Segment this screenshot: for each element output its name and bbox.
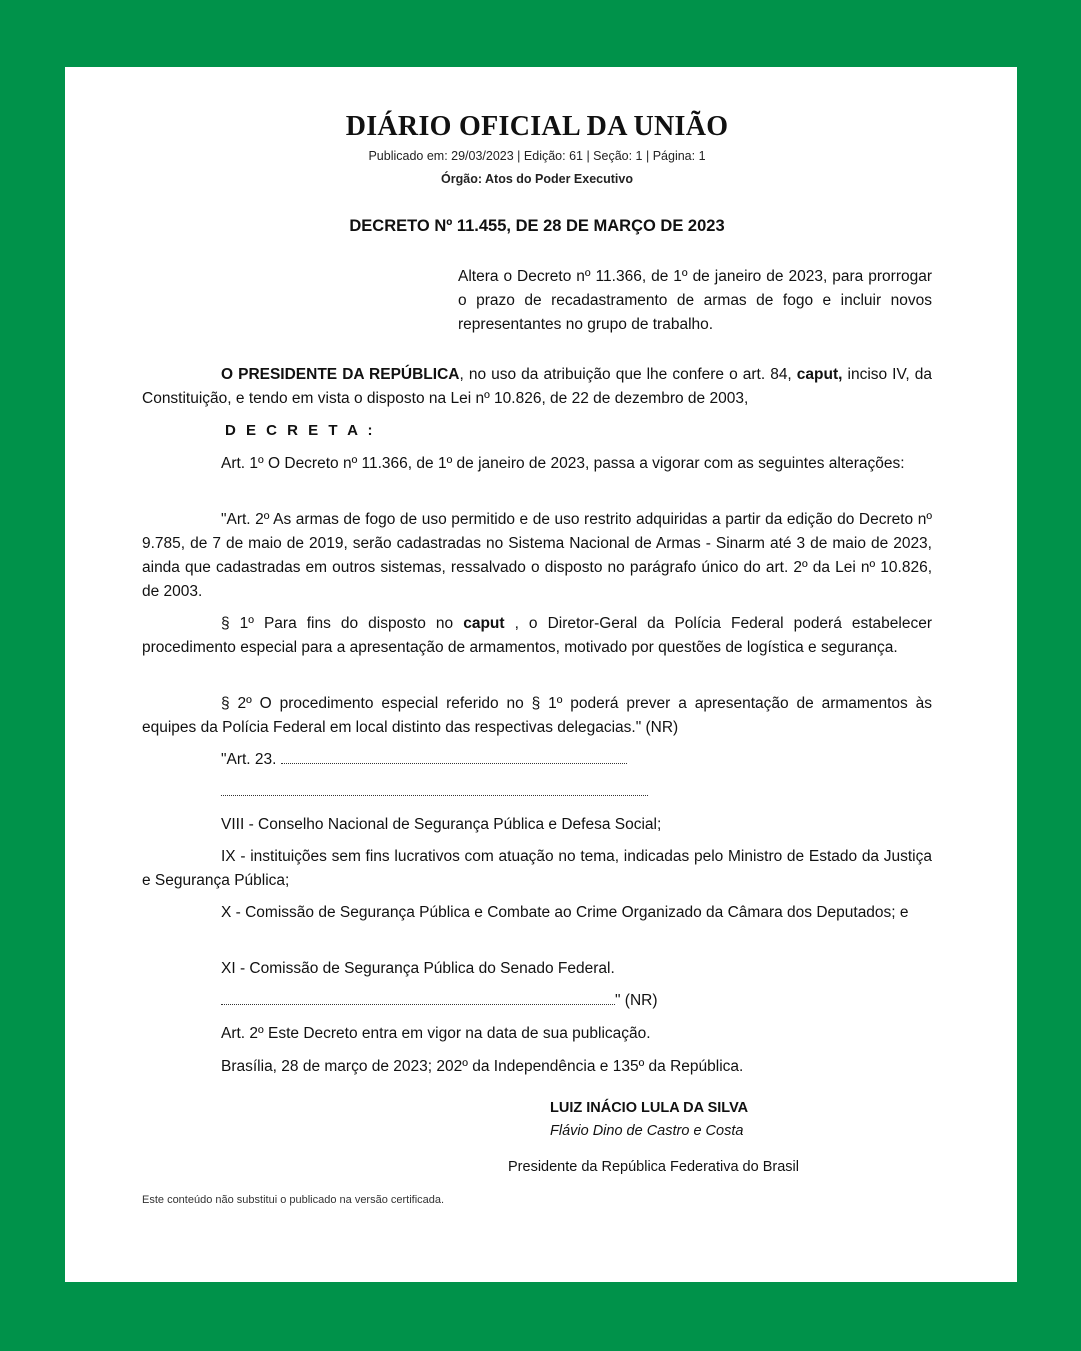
orgao-label: Órgão: Atos do Poder Executivo: [441, 172, 633, 186]
president-signature: LUIZ INÁCIO LULA DA SILVA: [550, 1100, 749, 1116]
dotted-leader: [281, 751, 627, 764]
document-page: [65, 67, 1017, 1282]
paragraph-1: [142, 612, 932, 660]
signature-role: Presidente da República Federativa do Brasil: [508, 1159, 799, 1175]
inciso-ix: IX - instituições sem fins lucrativos com atuação no tema, indicadas pelo Ministro de Estado da Justiça e Segurança Pública;: [142, 848, 932, 889]
caput-term-2: caput: [463, 615, 505, 632]
article-2-quoted: "Art. 2º As armas de fogo de uso permitido e de uso restrito adquiridas a partir da edição do Decreto nº 9.785, de 7 de maio de 2019, serão cadastradas no Sistema Nacional de Armas - Sinarm até 3 de maio de 2023, ainda que cadastradas em outros sistemas, ressalvado o disposto no parágrafo único do art. 2º da Lei nº 10.826, de 2003.: [142, 511, 932, 600]
place-date: Brasília, 28 de março de 2023; 202º da Independência e 135º da República.: [221, 1058, 744, 1075]
paragraph-1-text-b: , o Diretor-Geral da Polícia Federal poderá estabelecer procedimento especial para a apresentação de armamentos, motivado por questões de logística e segurança.: [142, 615, 933, 656]
inciso-x: X - Comissão de Segurança Pública e Combate ao Crime Organizado da Câmara dos Deputados; e: [221, 904, 909, 921]
inciso-xi: XI - Comissão de Segurança Pública do Senado Federal.: [221, 960, 615, 977]
inciso-viii: VIII - Conselho Nacional de Segurança Pública e Defesa Social;: [221, 816, 662, 833]
decree-ementa: Altera o Decreto nº 11.366, de 1º de janeiro de 2023, para prorrogar o prazo de recadastramento de armas de fogo e incluir novos representantes no grupo de trabalho.: [458, 268, 932, 333]
article-23-label: "Art. 23.: [221, 751, 277, 768]
publication-info: Publicado em: 29/03/2023 | Edição: 61 | Seção: 1 | Página: 1: [368, 149, 706, 163]
article-1: Art. 1º O Decreto nº 11.366, de 1º de janeiro de 2023, passa a vigorar com as seguintes alterações:: [221, 455, 905, 472]
journal-title: DIÁRIO OFICIAL DA UNIÃO: [345, 111, 729, 142]
footer-disclaimer: Este conteúdo não substitui o publicado na versão certificada.: [142, 1194, 445, 1206]
president-title: O PRESIDENTE DA REPÚBLICA: [221, 366, 460, 383]
paragraph-1-text-a: § 1º Para fins do disposto no: [221, 615, 464, 632]
nr-closing-line: [142, 989, 1011, 1013]
preamble-paragraph: [142, 363, 932, 411]
caput-term: caput,: [796, 366, 843, 383]
decree-title: DECRETO Nº 11.455, DE 28 DE MARÇO DE 2023: [349, 217, 725, 235]
nr-closing: " (NR): [615, 992, 658, 1009]
dotted-leader: [221, 992, 615, 1005]
minister-signature: Flávio Dino de Castro e Costa: [550, 1123, 744, 1139]
ellipsis-line: [142, 780, 1011, 804]
preamble-text-1: , no uso da atribuição que lhe confere o art. 84,: [459, 366, 797, 383]
preamble-text-2: inciso IV, da Constituição, e tendo em vista o disposto na Lei nº 10.826, de 22 de dezembro de 2003,: [142, 366, 932, 407]
paragraph-2: § 2º O procedimento especial referido no § 1º poderá prever a apresentação de armamentos às equipes da Polícia Federal em local distinto das respectivas delegacias." (NR): [142, 695, 932, 736]
decreta-heading: D E C R E T A :: [225, 422, 376, 439]
article-2-vigor: Art. 2º Este Decreto entra em vigor na data de sua publicação.: [221, 1025, 651, 1042]
article-23-line: [142, 748, 1011, 772]
dotted-leader: [221, 783, 648, 796]
